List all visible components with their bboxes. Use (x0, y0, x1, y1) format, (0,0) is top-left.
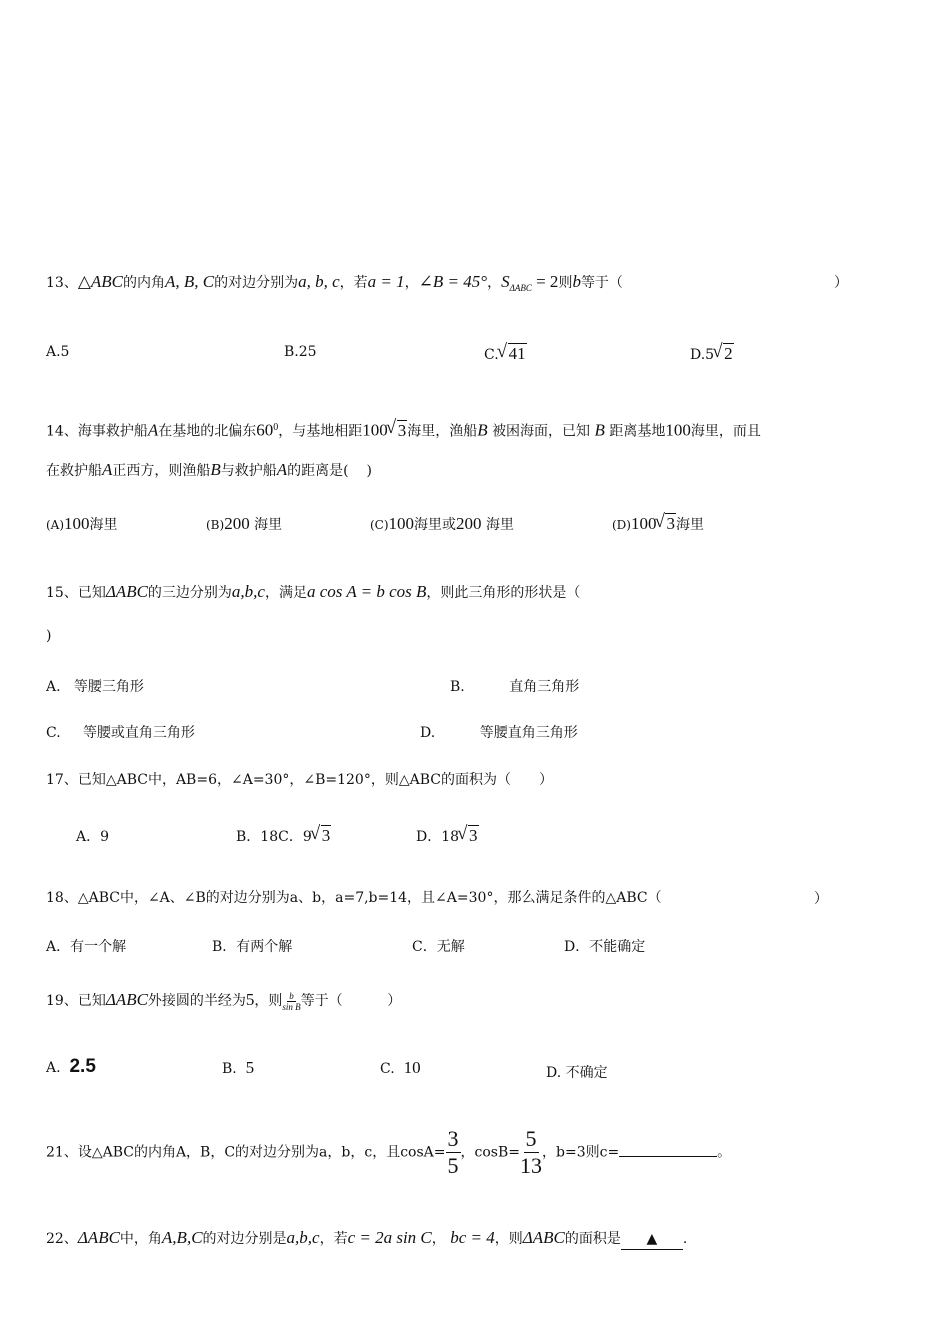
q14-option-b: (B)200 海里 (206, 514, 283, 533)
question-17: 17、已知△ABC中，AB=6，∠A=30°，∠B=120°，则△ABC的面积为（ ） (46, 772, 553, 788)
q18-option-d: D．不能确定 (564, 939, 646, 955)
q18-close-paren: ） (814, 891, 828, 907)
q18-option-a: A．有一个解 (46, 939, 127, 955)
question-14-line2: 在救护船A正西方，则渔船B与救护船A的距离是( ) (46, 460, 372, 479)
question-14: 14、海事救护船A在基地的北偏东$60^0$，与基地相距100 √ 3海里，渔船B 被困海面，已知 B 距离基地100海里，而且 (46, 418, 761, 442)
q15-option-b: B. 直角三角形 (450, 679, 580, 695)
triangle-abc: △ABC (77, 272, 124, 291)
question-18: 18、△ABC中，∠A、∠B的对边分别为a、b，a=7,b=14，且∠A=30°，那么满足条件的△ABC（ (46, 890, 662, 906)
q15-option-d: D. 等腰直角三角形 (420, 725, 578, 741)
question-19: 19、已知ΔABC外接圆的半经为5，则 $\frac{b}{\text{sin B}}$ 等于（ ） (46, 990, 402, 1012)
question-13: 13、△ABC的内角A, B, C的对边分别为a, b, c，若a = 1，∠B = 45°，$S_{\Delta ABC} = 2$则b等于（ (46, 272, 623, 293)
q19-option-c: C. 10 (380, 1058, 421, 1077)
answer-blank (619, 1140, 717, 1157)
sqrt-2: √ 2 (714, 344, 734, 364)
q13-option-c: C. √ 41 (484, 344, 527, 364)
q17-option-a: A．9 (76, 829, 110, 845)
fraction-3-5: $\frac{3}{5}$ (447, 1126, 459, 1178)
q17-option-bc: B．18C．9 √ 3 (236, 826, 331, 846)
q18-option-b: B．有两个解 (212, 939, 293, 955)
question-15: 15、已知ΔABC的三边分别为a,b,c，满足a cos A = b cos B，则此三角形的形状是（ (46, 582, 581, 601)
q13-close-paren: ） (834, 275, 848, 291)
q13-option-d: D.5 √ 2 (690, 344, 734, 364)
q18-option-c: C．无解 (412, 939, 465, 955)
q14-option-d: (D)100 √ 3海里 (612, 514, 704, 534)
q17-option-d: D．18 √ 3 (416, 826, 479, 846)
fraction-b-over-sinb: $\frac{b}{\text{sin B}}$ (282, 990, 301, 1012)
question-22: 22、ΔABC中，角A,B,C的对边分别是a,b,c，若c = 2a sin C， bc = 4，则ΔABC的面积是 ▲ . (46, 1228, 687, 1250)
q15-option-c: C. 等腰或直角三角形 (46, 725, 195, 741)
q13-option-b: B.25 (284, 344, 317, 360)
sqrt-41: √ 41 (499, 344, 527, 364)
q15-option-a: A. 等腰三角形 (46, 679, 144, 695)
q19-option-b: B. 5 (222, 1058, 255, 1077)
q14-option-a: (A)100海里 (46, 514, 118, 533)
q15-close-paren: ) (46, 628, 52, 644)
q14-option-c: (C)100海里或200 海里 (370, 514, 514, 533)
q19-option-d: D. 不确定 (546, 1065, 608, 1081)
q13-option-a: A.5 (46, 344, 70, 360)
question-21: 21、设△ABC的内角A，B，C的对边分别为a，b，c，且cosA= $\frac{3}{5}$ ，cosB= $\frac{5}{13}$ ，b=3则c= 。 (46, 1126, 732, 1178)
answer-blank (621, 1229, 683, 1250)
triangle-marker-icon: ▲ (646, 1231, 658, 1247)
q19-option-a: A. 2.5 (46, 1056, 96, 1077)
fraction-5-13: $\frac{5}{13}$ (520, 1126, 542, 1178)
